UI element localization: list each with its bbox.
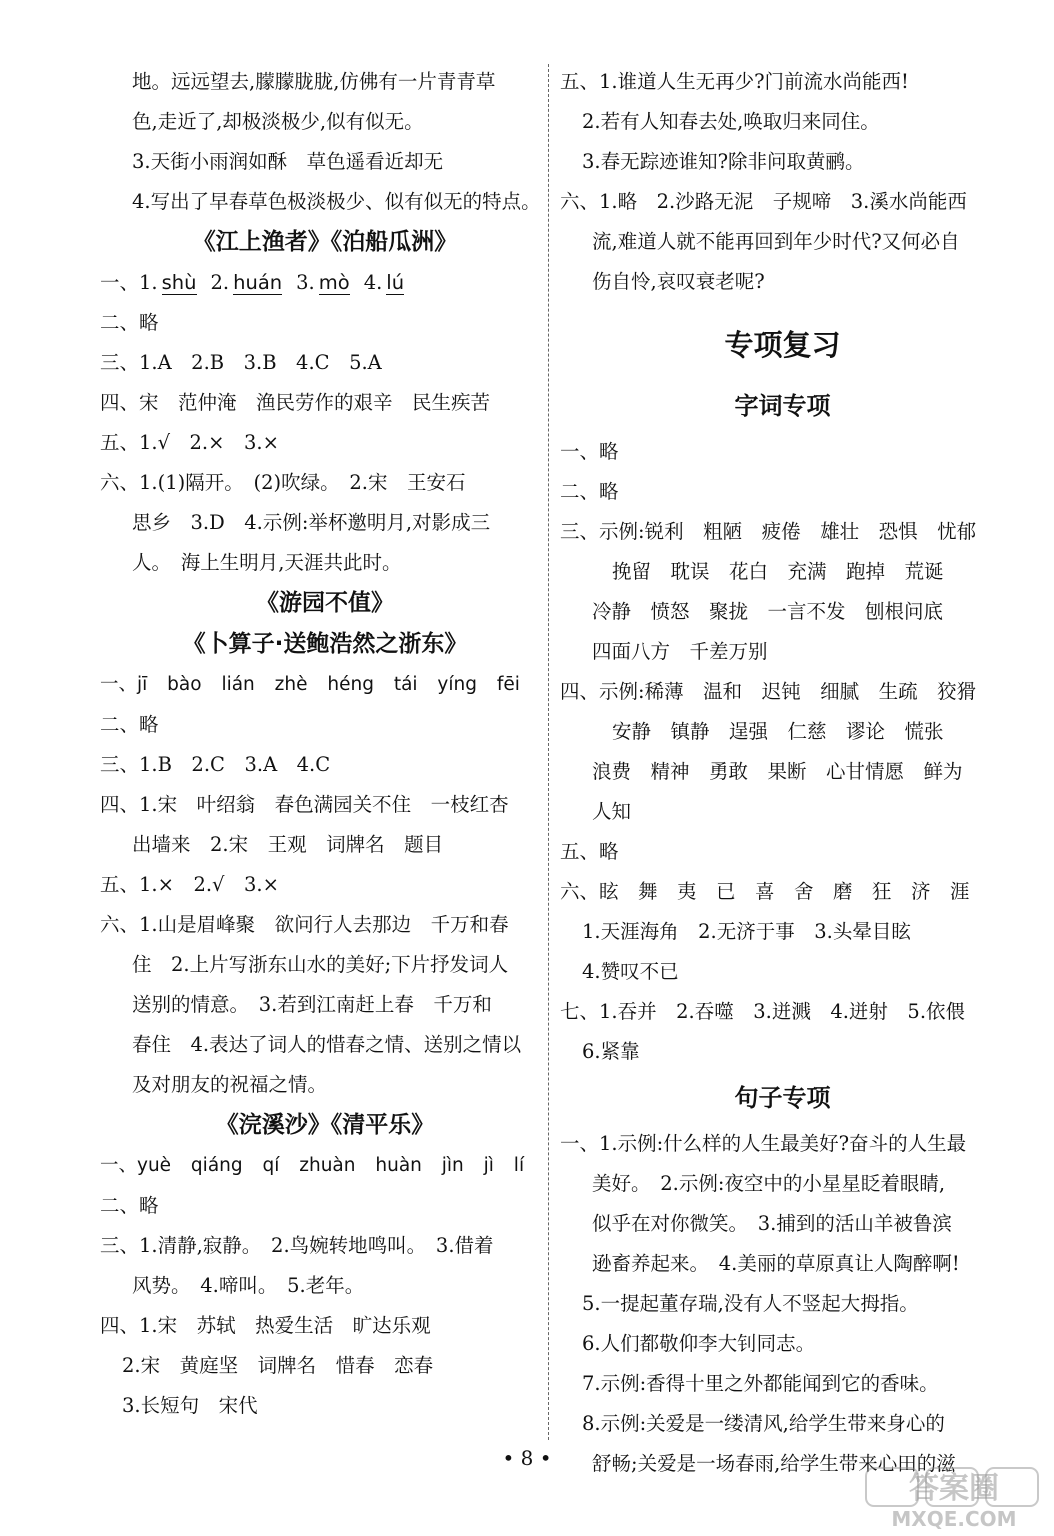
answer-line: 4.赞叹不已: [582, 960, 679, 983]
answer-line: 地。远远望去,朦朦胧胧,仿佛有一片青青草: [132, 70, 496, 93]
answer-line: [100, 263, 550, 303]
answer-line: 一、yuè qiáng qí zhuàn huàn jìn jì lí: [100, 1155, 525, 1176]
answer-line: 六、1.略 2.沙路无泥 子规啼 3.溪水尚能西: [560, 190, 967, 213]
answer-line: 五、1.谁道人生无再少?门前流水尚能西!: [560, 70, 909, 93]
page-number: • 8 •: [502, 1446, 552, 1470]
right-column: [560, 62, 1005, 1484]
answer-line: 送别的情意。 3.若到江南赶上春 千万和: [132, 993, 492, 1016]
left-column: [100, 62, 550, 1426]
question-number: 2.: [210, 271, 230, 294]
answer-line: 6.人们都敬仰李大钊同志。: [582, 1332, 816, 1355]
answer-line: 三、1.清静,寂静。 2.鸟婉转地鸣叫。 3.借着: [100, 1234, 494, 1257]
answer-line: 安静 镇静 逞强 仁慈 谬论 慌张: [612, 720, 944, 743]
answer-line: 舒畅;关爱是一场春雨,给学生带来心田的滋: [592, 1452, 956, 1475]
answer-line: 挽留 耽误 花白 充满 跑掉 荒诞: [612, 560, 944, 583]
answer-line: 人知: [592, 800, 632, 823]
answer-line: 四、示例:稀薄 温和 迟钝 细腻 生疏 狡猾: [560, 680, 977, 703]
answer-line: 6.紧靠: [582, 1040, 640, 1063]
answer-line: 四、宋 范仲淹 渔民劳作的艰辛 民生疾苦: [100, 391, 491, 414]
answer-line: 冷静 愤怒 聚拢 一言不发 刨根问底: [592, 600, 944, 623]
answer-line: 出墙来 2.宋 王观 词牌名 题目: [132, 833, 444, 856]
answer-line: 似乎在对你微笑。 3.捕到的活山羊被鲁滨: [592, 1212, 952, 1235]
answer-line: 思乡 3.D 4.示例:举杯邀明月,对影成三: [132, 511, 491, 534]
answer-line: 六、眩 舞 夷 已 喜 舍 磨 狂 济 涯: [560, 880, 970, 903]
answer-line: 春住 4.表达了词人的惜春之情、送别之情以: [132, 1033, 522, 1056]
answer-line: 四面八方 千差万别: [592, 640, 768, 663]
pinyin-answer: lú: [386, 271, 405, 294]
svg-text:答案圈: 答案圈: [909, 1471, 999, 1506]
answer-line: 四、1.宋 叶绍翁 春色满园关不住 一枝红杏: [100, 793, 509, 816]
answer-line: 三、1.A 2.B 3.B 4.C 5.A: [100, 351, 382, 374]
answer-line: 六、1.山是眉峰聚 欲问行人去那边 千万和春: [100, 913, 509, 936]
answer-line: 住 2.上片写浙东山水的美好;下片抒发词人: [132, 953, 509, 976]
answer-line: 2.宋 黄庭坚 词牌名 惜春 恋春: [122, 1354, 434, 1377]
answer-line: 5.一提起董存瑞,没有人不竖起大拇指。: [582, 1292, 919, 1315]
section-heading: 《浣溪沙》《清平乐》: [215, 1112, 435, 1138]
subsection-title: 字词专项: [734, 392, 831, 420]
section-heading: 《江上渔者》《泊船瓜洲》: [192, 229, 458, 255]
answer-line: 浪费 精神 勇敢 果断 心甘情愿 鲜为: [592, 760, 963, 783]
answer-line: 四、1.宋 苏轼 热爱生活 旷达乐观: [100, 1314, 431, 1337]
answer-line: 二、略: [560, 480, 619, 503]
answer-line: 二、略: [100, 713, 159, 736]
answer-line: 2.若有人知春去处,唤取归来同住。: [582, 110, 880, 133]
answer-line: 色,走近了,却极淡极少,似有似无。: [132, 110, 424, 133]
pinyin-answer: huán: [233, 271, 283, 294]
pinyin-answer: mò: [318, 271, 350, 294]
answer-line: 五、1.× 2.√ 3.×: [100, 873, 279, 896]
answer-line: 风势。 4.啼叫。 5.老年。: [132, 1274, 365, 1297]
question-number: 一、1.: [100, 271, 158, 294]
chapter-title: 专项复习: [724, 328, 841, 362]
answer-line: 一、略: [560, 440, 619, 463]
section-heading: 《游园不值》: [256, 590, 394, 616]
section-heading: 《卜算子·送鲍浩然之浙东》: [182, 631, 468, 657]
answer-line: 三、1.B 2.C 3.A 4.C: [100, 753, 331, 776]
pinyin-answer: shù: [161, 271, 197, 294]
answer-line: 伤自怜,哀叹衰老呢?: [592, 270, 765, 293]
answer-line: 7.示例:香得十里之外都能闻到它的香味。: [582, 1372, 939, 1395]
watermark-logo: [862, 1466, 1048, 1532]
answer-line: 及对朋友的祝福之情。: [132, 1073, 328, 1096]
answer-line: 三、示例:锐利 粗陋 疲倦 雄壮 恐惧 忧郁: [560, 520, 977, 543]
answer-line: 3.长短句 宋代: [122, 1394, 258, 1417]
answer-line: 一、1.示例:什么样的人生最美好?奋斗的人生最: [560, 1132, 967, 1155]
answer-line: 1.天涯海角 2.无济于事 3.头晕目眩: [582, 920, 911, 943]
answer-line: 8.示例:关爱是一缕清风,给学生带来身心的: [582, 1412, 945, 1435]
question-number: 4.: [363, 271, 383, 294]
answer-line: 七、1.吞并 2.吞噬 3.迸溅 4.迸射 5.依偎: [560, 1000, 966, 1023]
answer-line: 美好。 2.示例:夜空中的小星星眨着眼睛,: [592, 1172, 946, 1195]
answer-line: 六、1.(1)隔开。 (2)吹绿。 2.宋 王安石: [100, 471, 466, 494]
question-number: 3.: [296, 271, 315, 294]
answer-line: 五、略: [560, 840, 619, 863]
subsection-title: 句子专项: [734, 1084, 831, 1112]
answer-line: 3.春无踪迹谁知?除非问取黄鹂。: [582, 150, 865, 173]
answer-line: 4.写出了早春草色极淡极少、似有似无的特点。: [132, 190, 541, 213]
answer-line: 一、jī bào lián zhè héng tái yíng fēi: [100, 674, 520, 695]
answer-line: 二、略: [100, 1194, 159, 1217]
svg-text:MXQE.COM: MXQE.COM: [891, 1507, 1017, 1531]
column-divider: [548, 64, 549, 1440]
answer-line: 五、1.√ 2.× 3.×: [100, 431, 279, 454]
answer-line: 3.天街小雨润如酥 草色遥看近却无: [132, 150, 444, 173]
answer-line: 人。 海上生明月,天涯共此时。: [132, 551, 402, 574]
answer-line: 二、略: [100, 311, 159, 334]
answer-line: 逊畜养起来。 4.美丽的草原真让人陶醉啊!: [592, 1252, 960, 1275]
answer-line: 流,难道人就不能再回到年少时代?又何必自: [592, 230, 960, 253]
